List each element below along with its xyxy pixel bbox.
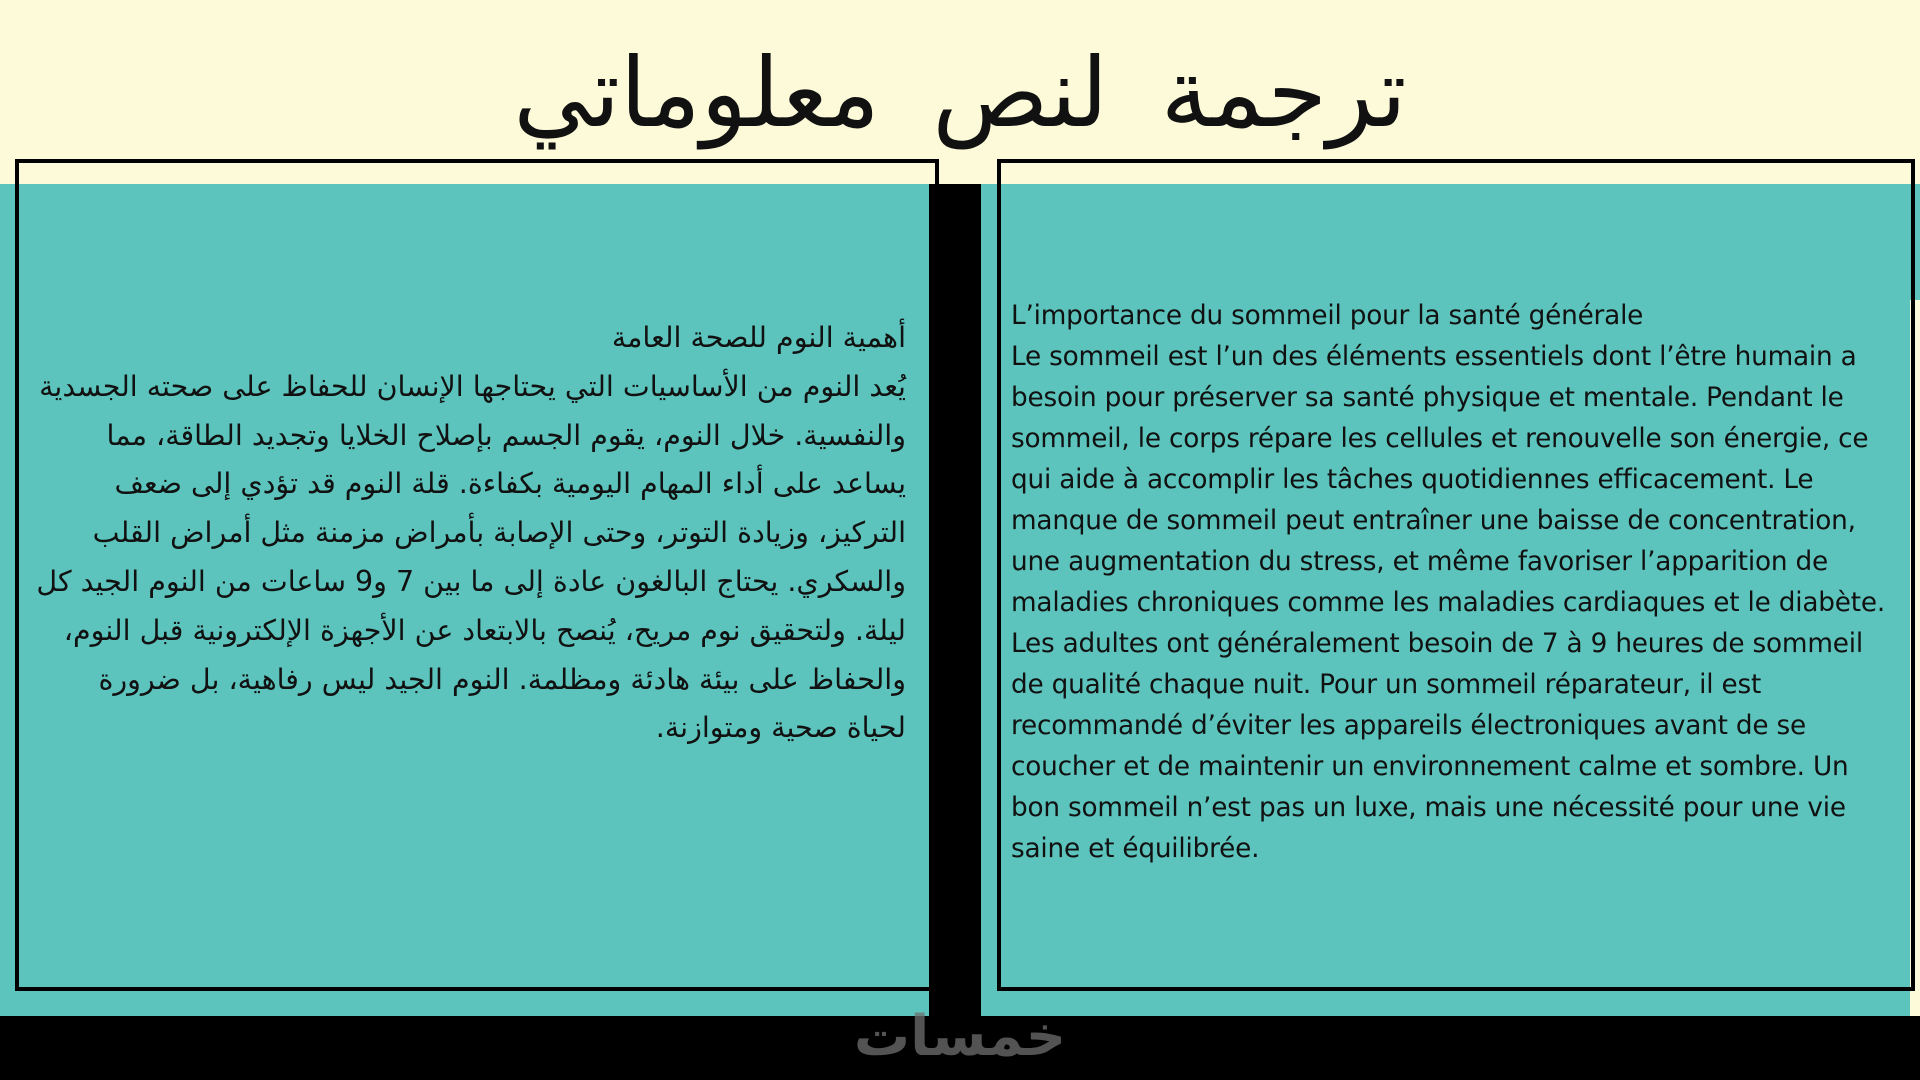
arabic-body: يُعد النوم من الأساسيات التي يحتاجها الإنسان للحفاظ على صحته الجسدية والنفسية. خلال النوم، يقوم الجسم بإصلاح الخلايا وتجديد الطاقة، مما يساعد على أداء المهام اليومية بكفاءة. قلة النوم قد تؤدي إلى ضعف التركيز، وزيادة التوتر، وحتى الإصابة بأمراض مزمنة مثل أمراض القلب والسكري. يحتاج البالغون عادة إلى ما بين 7 و9 ساعات من النوم الجيد كل ليلة. ولتحقيق نوم مريح، يُنصح بالابتعاد عن الأجهزة الإلكترونية قبل النوم، والحفاظ على بيئة هادئة ومظلمة. النوم الجيد ليس رفاهية، بل ضرورة لحياة صحية ومتوازنة. [36, 369, 906, 745]
arabic-heading: أهمية النوم للصحة العامة [611, 321, 906, 354]
khamsat-watermark-logo: خمسات [853, 1004, 1067, 1069]
french-text-block [1011, 296, 1901, 870]
french-body: Le sommeil est l’un des éléments essentiels dont l’être humain a besoin pour préserver sa santé physique et mentale. Pendant le sommeil, le corps répare les cellules et renouvelle son énergie, ce qui aide à accomplir les tâches quotidiennes efficacement. Le manque de sommeil peut entraîner une baisse de concentration, une augmentation du stress, et même favoriser l’apparition de maladies chroniques comme les maladies cardiaques et le diabète. Les adultes ont généralement besoin de 7 à 9 heures de sommeil de qualité chaque nuit. Pour un sommeil réparateur, il est recommandé d’éviter les appareils électroniques avant de se coucher et de maintenir un environnement calme et sombre. Un bon sommeil n’est pas un luxe, mais une nécessité pour une vie saine et équilibrée. [1011, 342, 1886, 864]
page-title: ترجمة لنص معلوماتي [513, 37, 1407, 149]
arabic-text-block [34, 314, 906, 753]
french-heading: L’importance du sommeil pour la santé générale [1011, 301, 1644, 331]
